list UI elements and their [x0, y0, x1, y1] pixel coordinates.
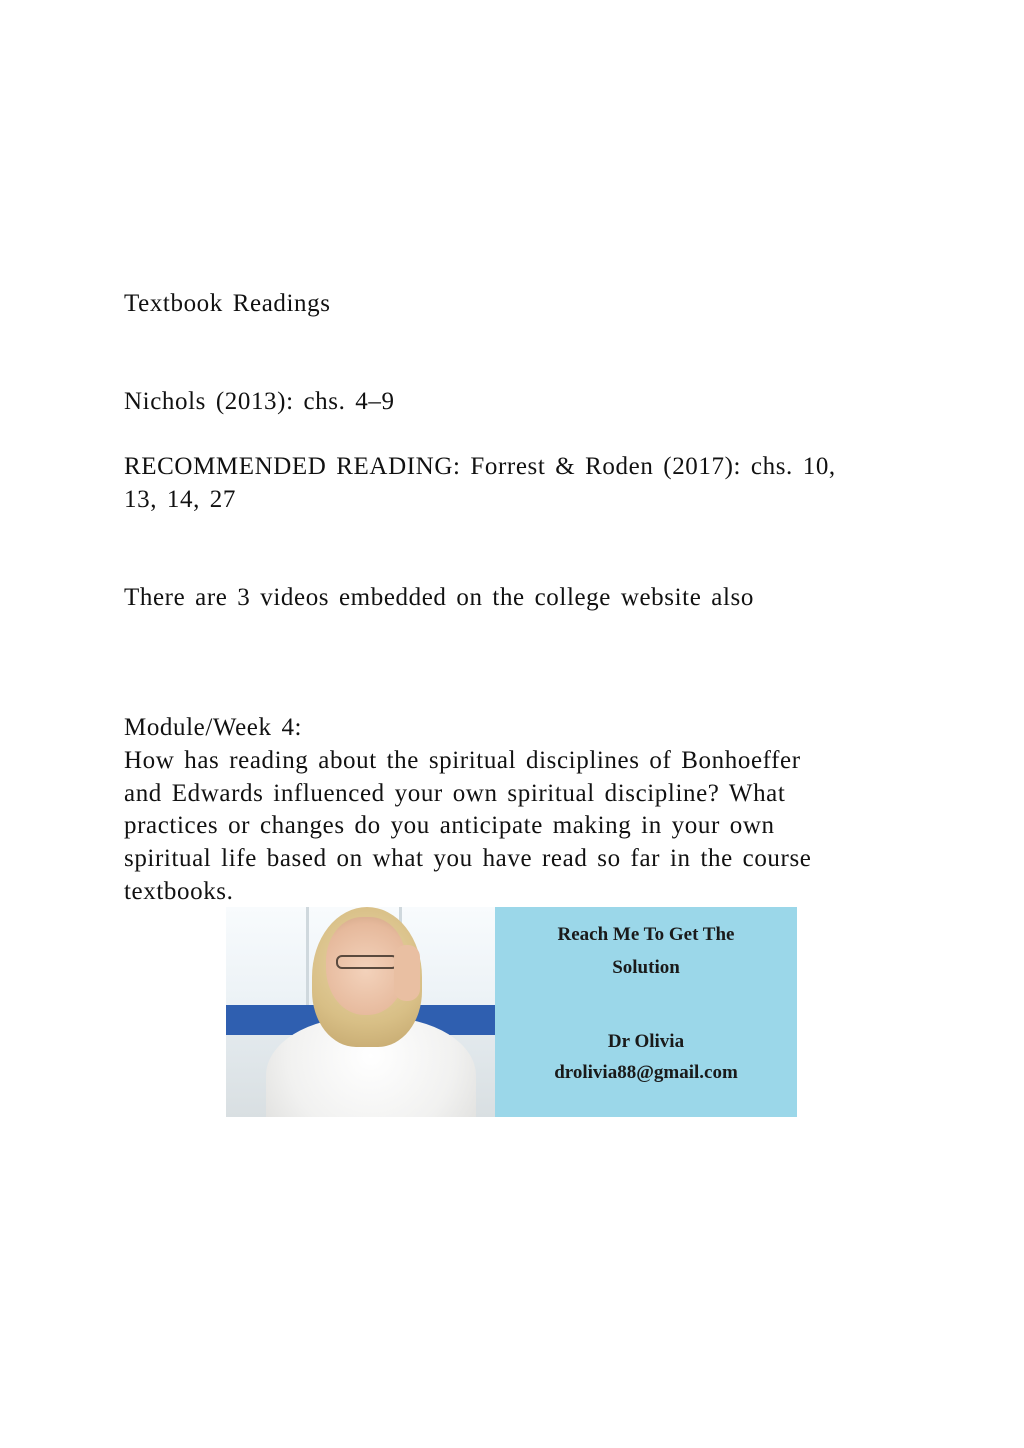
question-line-5: textbooks.: [124, 878, 234, 905]
videos-note: There are 3 videos embedded on the college website also: [124, 584, 754, 611]
question-line-2: and Edwards influenced your own spiritual discipline? What: [124, 780, 786, 807]
question-line-1: How has reading about the spiritual disciplines of Bonhoeffer: [124, 747, 801, 774]
card-name: Dr Olivia: [607, 1031, 685, 1052]
card-email: drolivia88@gmail.com: [554, 1062, 738, 1083]
contact-card: [495, 907, 797, 1117]
woman-photo: [226, 907, 495, 1117]
woman-hand: [394, 945, 420, 1001]
question-line-3: practices or changes do you anticipate making in your own: [124, 812, 775, 839]
card-line-reach-me: Reach Me To Get The: [557, 924, 735, 945]
heading-textbook-readings: Textbook Readings: [124, 290, 331, 317]
reading-nichols: Nichols (2013): chs. 4–9: [124, 388, 395, 415]
recommended-reading-line-1: RECOMMENDED READING: Forrest & Roden (2017): chs. 10,: [124, 453, 836, 480]
glasses-icon: [336, 955, 398, 969]
contact-banner: [226, 907, 797, 1117]
recommended-reading-line-2: 13, 14, 27: [124, 486, 236, 513]
card-line-solution: Solution: [612, 957, 680, 978]
module-week-heading: Module/Week 4:: [124, 714, 303, 741]
question-line-4: spiritual life based on what you have read so far in the course: [124, 845, 812, 872]
